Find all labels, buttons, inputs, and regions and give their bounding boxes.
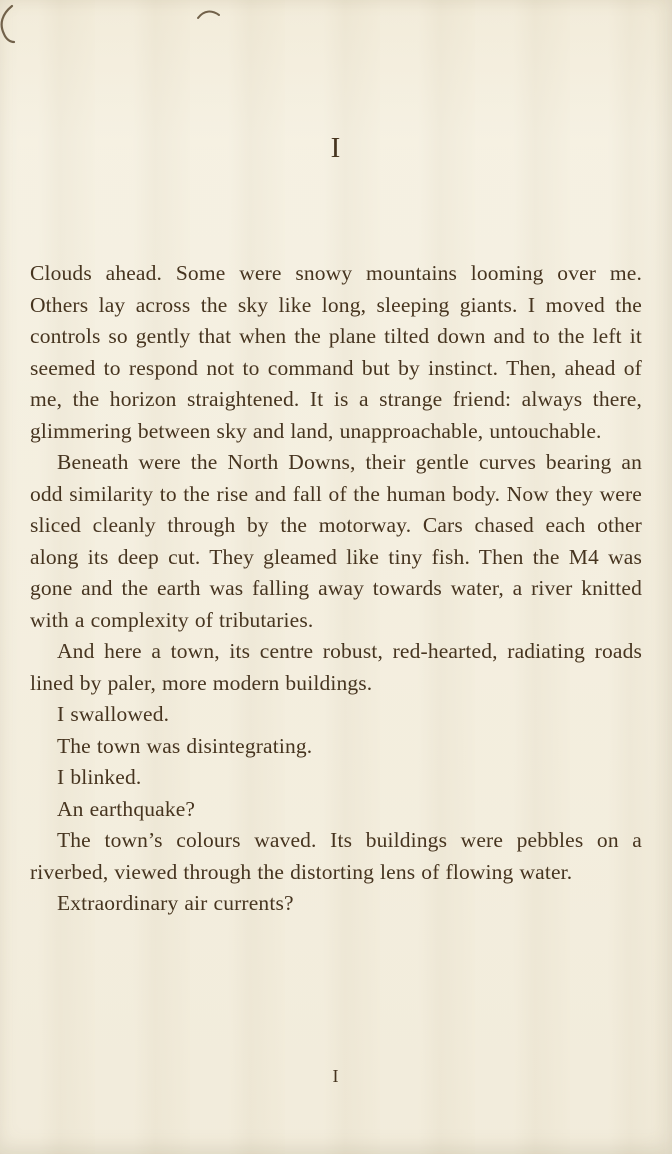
paragraph: I blinked.	[57, 765, 142, 789]
paragraph: And here a town, its centre robust, red-hearted, radiating roads lined by paler, more modern buildings.	[30, 639, 642, 695]
pen-mark-top-center	[196, 6, 222, 22]
paragraph: Clouds ahead. Some were snowy mountains looming over me. Others lay across the sky like long, sleeping giants. I moved the controls so gently that when the plane tilted down and to the left it seemed to respond not to command but by instinct. Then, ahead of me, the horizon straightened. It is a strange friend: always there, glimmering between sky and land, unapproachable, untouchable.	[30, 261, 642, 443]
paragraph: I swallowed.	[57, 702, 170, 726]
paragraph: An earthquake?	[57, 796, 196, 821]
pen-mark-top-left	[0, 4, 18, 48]
page-number: I	[332, 1066, 340, 1086]
paragraph: The town was disintegrating.	[57, 733, 313, 758]
paragraph: Extraordinary air currents?	[57, 891, 294, 915]
paragraph: The town’s colours waved. Its buildings were pebbles on a riverbed, viewed through the distorting lens of flowing water.	[30, 828, 642, 884]
body-text	[30, 258, 642, 920]
chapter-heading: I	[330, 132, 342, 164]
paragraph: Beneath were the North Downs, their gentle curves bearing an odd similarity to the rise and fall of the human body. Now they were sliced cleanly through by the motorway. Cars chased each other along its deep cut. They gleamed like tiny fish. Then the M4 was gone and the earth was falling away towards water, a river knitted with a complexity of tributaries.	[30, 450, 642, 632]
